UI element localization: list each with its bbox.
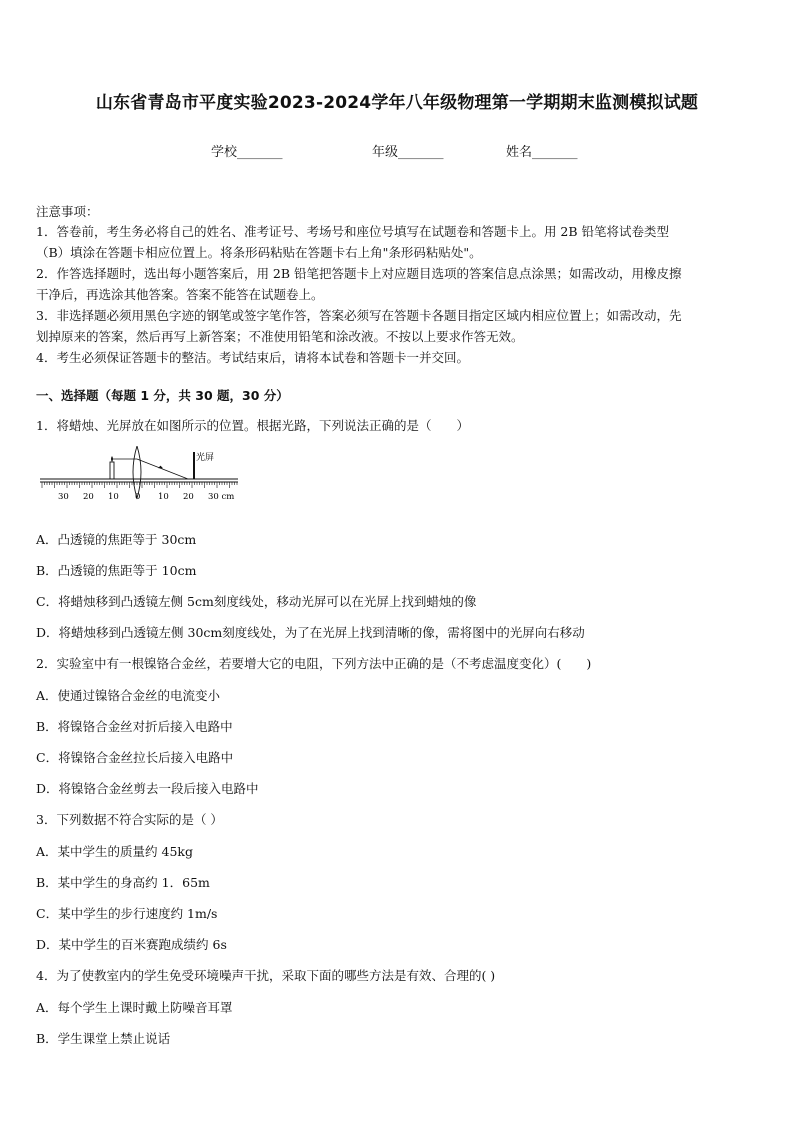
tick-label-left-30: 30 — [58, 492, 69, 502]
notice-item-4: 4．考生必须保证答题卡的整洁。考试结束后，请将本试卷和答题卡一并交回。 — [36, 350, 469, 365]
question-1-stem: 1．将蜡烛、光屏放在如图所示的位置。根据光路，下列说法正确的是（ ） — [36, 418, 469, 433]
notice-item-3-line-2: 划掉原来的答案，然后再写上新答案；不准使用铅笔和涂改液。不按以上要求作答无效。 — [36, 329, 524, 344]
question-2-option-b: B．将镍铬合金丝对折后接入电路中 — [36, 719, 233, 734]
question-4-stem: 4．为了使教室内的学生免受环境噪声干扰，采取下面的哪些方法是有效、合理的( ) — [36, 968, 496, 983]
question-1-option-a: A．凸透镜的焦距等于 30cm — [36, 532, 197, 547]
notice-item-2-line-1: 2．作答选择题时，选出每小题答案后，用 2B 铅笔把答题卡上对应题目选项的答案信息点涂黑；如需改动，用橡皮擦 — [36, 266, 682, 281]
tick-label-left-10: 10 — [108, 492, 119, 502]
section-heading-choice: 一、选择题（每题 1 分，共 30 题，30 分） — [36, 388, 289, 403]
question-1-option-b: B．凸透镜的焦距等于 10cm — [36, 563, 197, 578]
tick-label-right-10: 10 — [158, 492, 169, 502]
question-4-option-b: B．学生课堂上禁止说话 — [36, 1031, 171, 1046]
question-3-option-d: D．某中学生的百米赛跑成绩约 6s — [36, 937, 227, 952]
question-2-option-d: D．将镍铬合金丝剪去一段后接入电路中 — [36, 781, 259, 796]
name-field[interactable]: 姓名_______ — [506, 145, 578, 160]
question-4-option-a: A．每个学生上课时戴上防噪音耳罩 — [36, 1000, 233, 1015]
notice-heading: 注意事项： — [36, 204, 99, 219]
question-1-option-c: C．将蜡烛移到凸透镜左侧 5cm刻度线处，移动光屏可以在光屏上找到蜡烛的像 — [36, 594, 477, 609]
optical-bench-diagram — [40, 446, 240, 504]
candle — [110, 462, 114, 479]
question-3-option-b: B．某中学生的身高约 1．65m — [36, 875, 210, 890]
question-2-stem: 2．实验室中有一根镍铬合金丝，若要增大它的电阻，下列方法中正确的是（不考虑温度变化）( ) — [36, 656, 592, 671]
notice-item-2-line-2: 干净后，再选涂其他答案。答案不能答在试题卷上。 — [36, 287, 324, 302]
notice-item-3-line-1: 3．非选择题必须用黑色字迹的钢笔或签字笔作答，答案必须写在答题卡各题目指定区域内相应位置上；如需改动，先 — [36, 308, 682, 323]
school-field[interactable]: 学校_______ — [211, 145, 283, 160]
question-2-option-c: C．将镍铬合金丝拉长后接入电路中 — [36, 750, 234, 765]
tick-label-right-20: 20 — [183, 492, 194, 502]
tick-label-zero: 0 — [135, 492, 141, 502]
light-ray-2 — [137, 459, 188, 479]
tick-label-left-20: 20 — [83, 492, 94, 502]
screen-label: 光屏 — [196, 453, 215, 463]
exam-title: 山东省青岛市平度实验2023-2024学年八年级物理第一学期期末监测模拟试题 — [95, 93, 699, 113]
question-2-option-a: A．使通过镍铬合金丝的电流变小 — [36, 688, 221, 703]
question-3-option-c: C．某中学生的步行速度约 1m/s — [36, 906, 218, 921]
grade-field[interactable]: 年级_______ — [372, 145, 444, 160]
notice-item-1-line-2: （B）填涂在答题卡相应位置上。将条形码粘贴在答题卡右上角"条形码粘贴处"。 — [36, 245, 482, 260]
tick-label-right-30: 30 cm — [208, 492, 235, 502]
ray-arrow — [158, 466, 163, 469]
convex-lens — [133, 446, 141, 498]
question-3-stem: 3．下列数据不符合实际的是（ ） — [36, 812, 223, 827]
question-1-option-d: D．将蜡烛移到凸透镜左侧 30cm刻度线处，为了在光屏上找到清晰的像，需将图中的光屏向右移动 — [36, 625, 585, 640]
question-3-option-a: A．某中学生的质量约 45kg — [36, 844, 193, 859]
notice-item-1-line-1: 1．答卷前，考生务必将自己的姓名、准考证号、考场号和座位号填写在试题卷和答题卡上。用 2B 铅笔将试卷类型 — [36, 224, 670, 239]
